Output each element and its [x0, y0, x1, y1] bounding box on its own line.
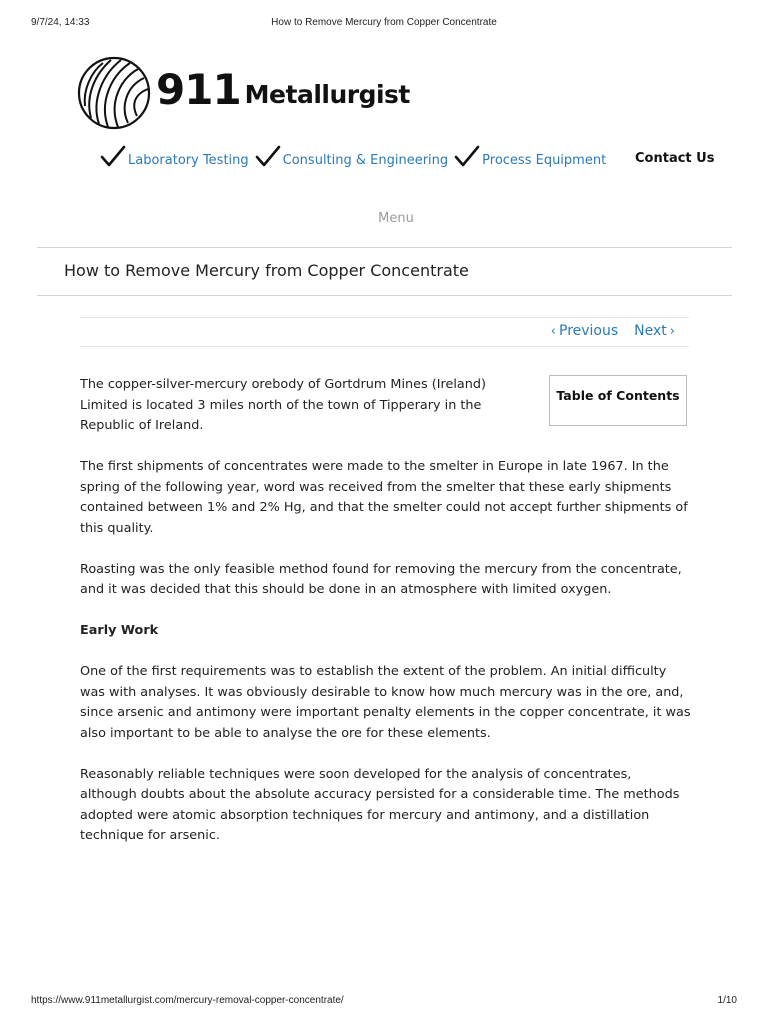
check-icon	[100, 144, 126, 170]
next-label: Next	[634, 323, 667, 339]
divider	[80, 346, 689, 347]
print-page-number: 1/10	[717, 995, 737, 1006]
divider	[37, 247, 732, 248]
nav-item-laboratory-testing[interactable]	[100, 148, 249, 174]
contact-us-link[interactable]: Contact Us	[635, 151, 715, 166]
chevron-left-icon: ‹	[550, 323, 556, 339]
chevron-right-icon: ›	[669, 323, 675, 339]
article-paragraph: One of the first requirements was to establish the extent of the problem. An initial difficulty was with analyses. It was obviously desirable to know how much mercury was in the ore, and, since arsenic and antimony were important penalty elements in the copper concentrate, it was also important to be able to analyse the ore for these elements.	[80, 664, 691, 741]
previous-label: Previous	[559, 323, 619, 339]
print-url: https://www.911metallurgist.com/mercury-removal-copper-concentrate/	[31, 995, 344, 1006]
article-body	[80, 375, 692, 867]
page-title: How to Remove Mercury from Copper Concentrate	[64, 261, 469, 280]
nav-label-process-equipment: Process Equipment	[482, 153, 607, 168]
nav-item-consulting-engineering[interactable]	[255, 148, 449, 174]
site-logo[interactable]	[77, 56, 410, 130]
article-paragraph: Reasonably reliable techniques were soon developed for the analysis of concentrates, although doubts about the absolute accuracy persisted for a considerable time. The methods adopted were atomic absorption techniques for mercury and antimony, and a distillation technique for arsenic.	[80, 766, 680, 843]
nav-label-consulting-engineering: Consulting & Engineering	[282, 153, 449, 168]
logo-wordmark: Metallurgist	[244, 79, 410, 109]
top-navigation	[100, 140, 612, 174]
nav-item-process-equipment[interactable]	[454, 148, 606, 174]
article-paragraph: The copper-silver-mercury orebody of Gortdrum Mines (Ireland) Limited is located 3 miles north of the town of Tipperary in the Republic of Ireland.	[80, 377, 486, 433]
check-icon	[255, 144, 281, 170]
post-navigation	[548, 323, 678, 339]
next-post-link[interactable]	[634, 323, 678, 339]
menu-toggle[interactable]: Menu	[378, 211, 414, 226]
print-datetime: 9/7/24, 14:33	[31, 17, 90, 28]
table-of-contents-toggle[interactable]: Table of Contents	[549, 375, 687, 426]
globe-logo-icon	[77, 56, 151, 130]
divider	[37, 295, 732, 296]
section-heading: Early Work	[80, 623, 159, 638]
article-paragraph: Roasting was the only feasible method found for removing the mercury from the concentrate, and it was decided that this should be done in an atmosphere with limited oxygen.	[80, 561, 682, 597]
check-icon	[454, 144, 480, 170]
logo-number: 911	[156, 64, 241, 114]
article-paragraph: The first shipments of concentrates were made to the smelter in Europe in late 1967. In the spring of the following year, word was received from the smelter that these early shipments contained between 1% and 2% Hg, and that the smelter could not accept further shipments of this quality.	[80, 459, 688, 536]
previous-post-link[interactable]	[548, 323, 618, 339]
nav-label-laboratory-testing: Laboratory Testing	[128, 153, 249, 168]
divider	[80, 317, 689, 318]
print-document-title: How to Remove Mercury from Copper Concentrate	[271, 17, 497, 28]
